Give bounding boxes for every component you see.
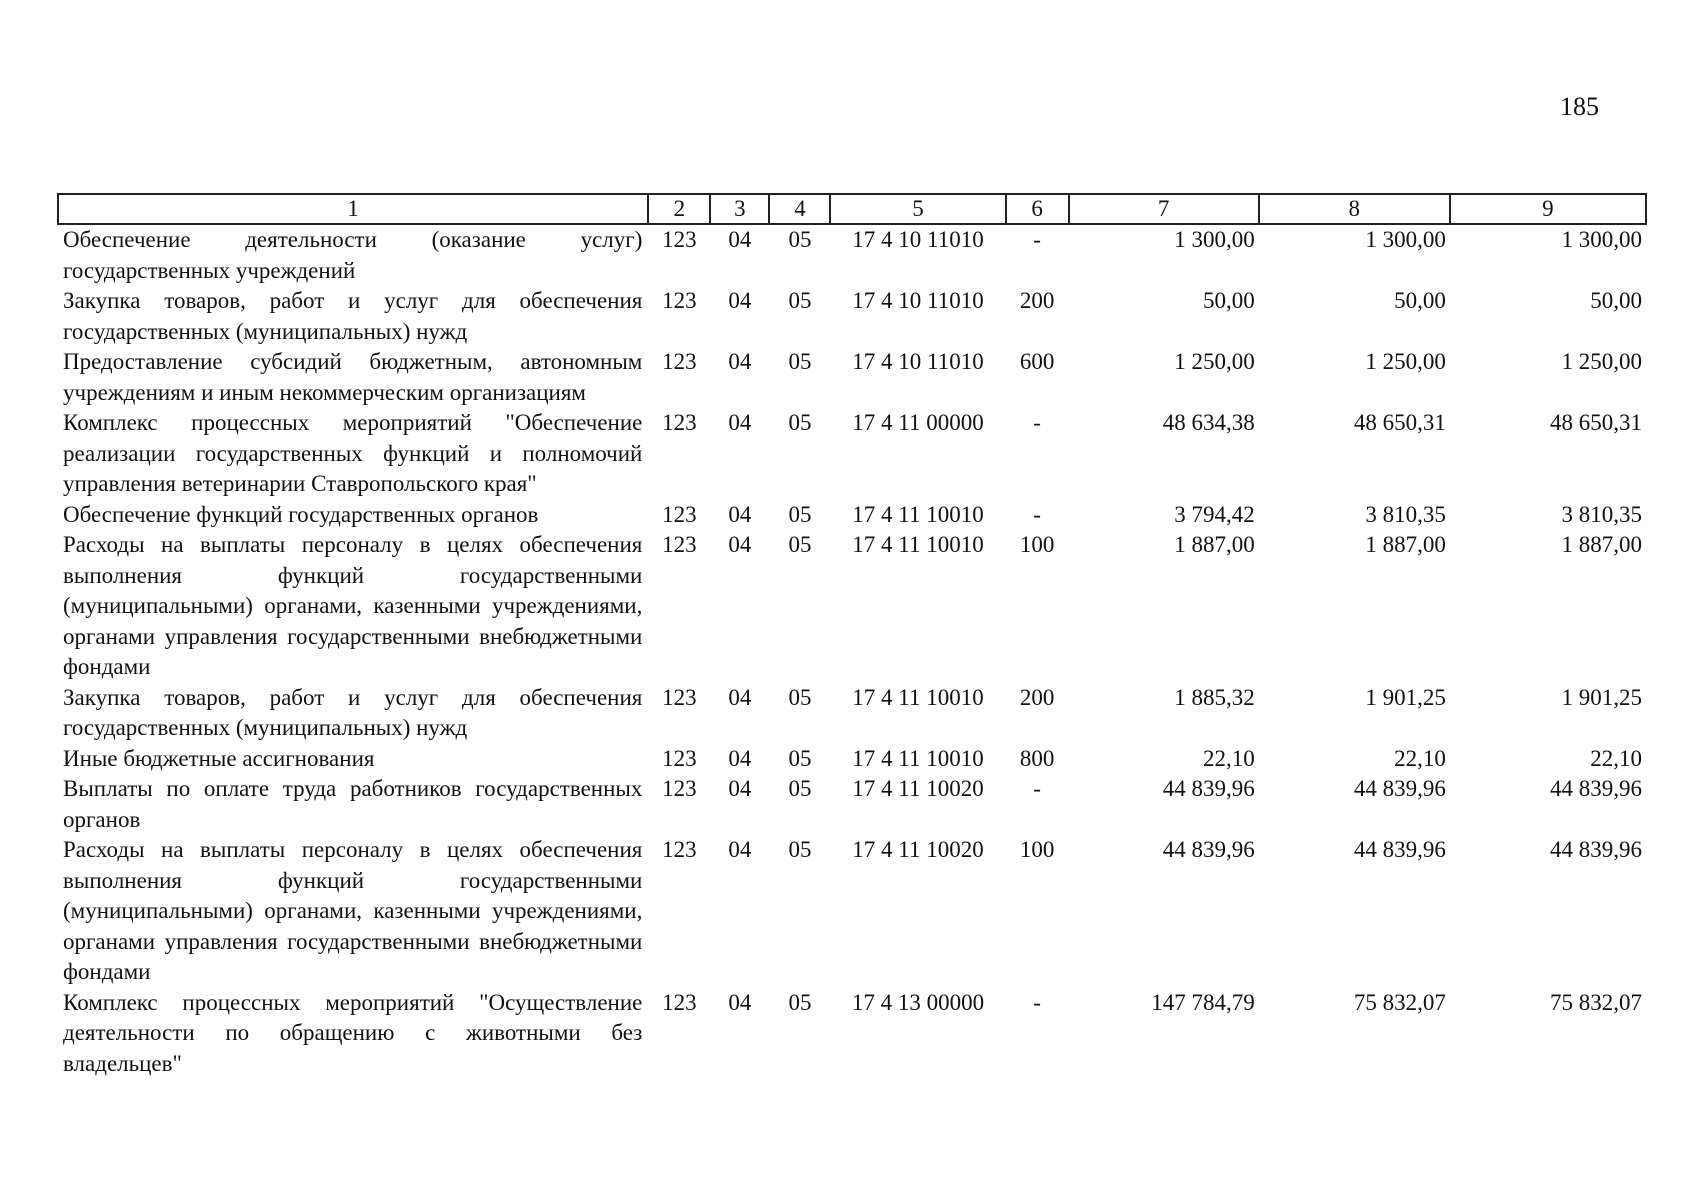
table-row [58,744,1646,775]
cell-col2: 123 [662,501,697,527]
budget-table [57,193,1647,1079]
table-row [58,530,1646,683]
cell-col8: 1 250,00 [1365,349,1446,374]
cell-col2: 123 [662,989,697,1015]
row-name: Комплекс процессных мероприятий "Обеспечение реализации государственных функций и полномочий управления ветеринарии Ставропольского края" [63,410,643,496]
column-header-6: 6 [1006,194,1069,224]
cell-col5: 17 4 11 10010 [852,532,984,557]
cell-col6: 800 [1019,745,1055,771]
row-name: Обеспечение функций государственных органов [63,501,539,527]
cell-col2: 123 [662,532,697,557]
cell-col7: 1 300,00 [1174,227,1255,252]
column-header-4: 4 [769,194,830,224]
cell-col3: 04 [728,989,752,1015]
cell-col8: 48 650,31 [1353,410,1446,435]
table-row [58,224,1646,286]
cell-col8: 3 810,35 [1365,501,1446,527]
cell-col8: 44 839,96 [1353,837,1446,862]
column-header-9: 9 [1450,194,1646,224]
row-name: Закупка товаров, работ и услуг для обеспечения государственных (муниципальных) нужд [63,288,643,344]
cell-col6: - [1033,501,1041,527]
cell-col8: 50,00 [1394,288,1446,313]
cell-col2: 123 [662,745,697,771]
cell-col9: 1 887,00 [1561,532,1642,557]
cell-col3: 04 [728,288,752,313]
cell-col4: 05 [788,410,812,435]
cell-col9: 44 839,96 [1550,837,1642,862]
table-row [58,774,1646,835]
column-header-3: 3 [710,194,769,224]
cell-col4: 05 [788,989,812,1015]
cell-col8: 1 887,00 [1365,532,1446,557]
cell-col5: 17 4 11 10020 [852,837,984,862]
cell-col6: 200 [1019,288,1055,313]
cell-col5: 17 4 11 10020 [852,776,984,801]
cell-col7: 44 839,96 [1162,776,1255,801]
cell-col8: 44 839,96 [1353,776,1446,801]
cell-col5: 17 4 10 11010 [852,349,984,374]
row-name: Комплекс процессных мероприятий "Осуществление деятельности по обращению с животными без владельцев" [63,989,643,1076]
cell-col3: 04 [728,837,752,862]
cell-col5: 17 4 13 00000 [851,989,985,1015]
cell-col5: 17 4 11 10010 [852,684,984,710]
cell-col5: 17 4 11 10010 [852,745,984,771]
cell-col6: 100 [1019,837,1055,862]
row-name: Закупка товаров, работ и услуг для обеспечения государственных (муниципальных) нужд [63,684,643,740]
row-name: Иные бюджетные ассигнования [63,745,375,771]
table-row [58,500,1646,531]
cell-col2: 123 [662,288,697,313]
cell-col3: 04 [728,776,752,801]
cell-col9: 3 810,35 [1561,501,1642,527]
cell-col4: 05 [788,684,812,710]
cell-col9: 50,00 [1590,288,1642,313]
row-name: Предоставление субсидий бюджетным, автономным учреждениям и иным некоммерческим организациям [63,349,643,405]
cell-col3: 04 [728,349,752,374]
cell-col9: 1 901,25 [1561,684,1642,710]
cell-col9: 75 832,07 [1550,989,1642,1015]
cell-col6: 100 [1019,532,1055,557]
cell-col9: 1 250,00 [1561,349,1642,374]
cell-col3: 04 [728,227,752,252]
row-name: Обеспечение деятельности (оказание услуг) государственных учреждений [63,227,643,283]
cell-col2: 123 [662,776,697,801]
table-row [58,408,1646,500]
table-row [58,347,1646,408]
cell-col2: 123 [662,410,697,435]
column-header-8: 8 [1259,194,1450,224]
cell-col9: 22,10 [1590,745,1642,771]
cell-col4: 05 [788,227,812,252]
cell-col8: 1 901,25 [1365,684,1446,710]
cell-col7: 3 794,42 [1174,501,1255,527]
cell-col4: 05 [788,349,812,374]
cell-col3: 04 [728,501,752,527]
cell-col4: 05 [788,532,812,557]
cell-col5: 17 4 11 00000 [852,410,984,435]
cell-col9: 1 300,00 [1561,227,1642,252]
table-row [58,683,1646,744]
cell-col7: 1 885,32 [1174,684,1255,710]
cell-col2: 123 [662,227,697,252]
cell-col3: 04 [728,684,752,710]
table-header [58,194,1646,224]
cell-col5: 17 4 10 11010 [852,227,984,252]
column-header-2: 2 [648,194,710,224]
cell-col6: - [1033,227,1041,252]
table-body [58,224,1646,1079]
column-header-1: 1 [58,194,648,224]
row-name: Расходы на выплаты персоналу в целях обеспечения выполнения функций государственными (муниципальными) органами, казенными учреждениями, органами управления государственными внебюджетными фондами [63,837,643,984]
cell-col4: 05 [788,288,812,313]
cell-col5: 17 4 10 11010 [852,288,984,313]
cell-col4: 05 [788,745,812,771]
cell-col6: - [1033,410,1041,435]
cell-col6: - [1033,776,1041,801]
cell-col3: 04 [728,532,752,557]
cell-col5: 17 4 11 10010 [852,501,984,527]
cell-col7: 50,00 [1202,288,1255,313]
cell-col6: 200 [1019,684,1055,710]
cell-col3: 04 [728,410,752,435]
cell-col7: 147 784,79 [1151,989,1255,1015]
cell-col2: 123 [662,349,697,374]
column-header-5: 5 [830,194,1005,224]
cell-col8: 1 300,00 [1365,227,1446,252]
cell-col4: 05 [788,837,812,862]
cell-col7: 44 839,96 [1162,837,1255,862]
row-name: Выплаты по оплате труда работников государственных органов [63,776,643,832]
cell-col7: 1 250,00 [1174,349,1255,374]
cell-col4: 05 [788,501,812,527]
cell-col4: 05 [788,776,812,801]
cell-col3: 04 [728,745,752,771]
cell-col6: 600 [1019,349,1055,374]
cell-col9: 44 839,96 [1550,776,1642,801]
cell-col9: 48 650,31 [1550,410,1642,435]
row-name: Расходы на выплаты персоналу в целях обеспечения выполнения функций государственными (муниципальными) органами, казенными учреждениями, органами управления государственными внебюджетными фондами [63,532,643,679]
cell-col7: 48 634,38 [1162,410,1255,435]
cell-col7: 22,10 [1202,745,1255,771]
cell-col7: 1 887,00 [1174,532,1255,557]
header-row [58,194,1646,224]
table-row [58,286,1646,347]
table-row [58,835,1646,988]
cell-col8: 75 832,07 [1353,989,1446,1015]
cell-col2: 123 [662,684,697,710]
page-number: 185 [1560,92,1599,121]
cell-col2: 123 [662,837,697,862]
cell-col8: 22,10 [1394,745,1446,771]
column-header-7: 7 [1069,194,1259,224]
cell-col6: - [1033,989,1041,1015]
table-row [58,988,1646,1080]
